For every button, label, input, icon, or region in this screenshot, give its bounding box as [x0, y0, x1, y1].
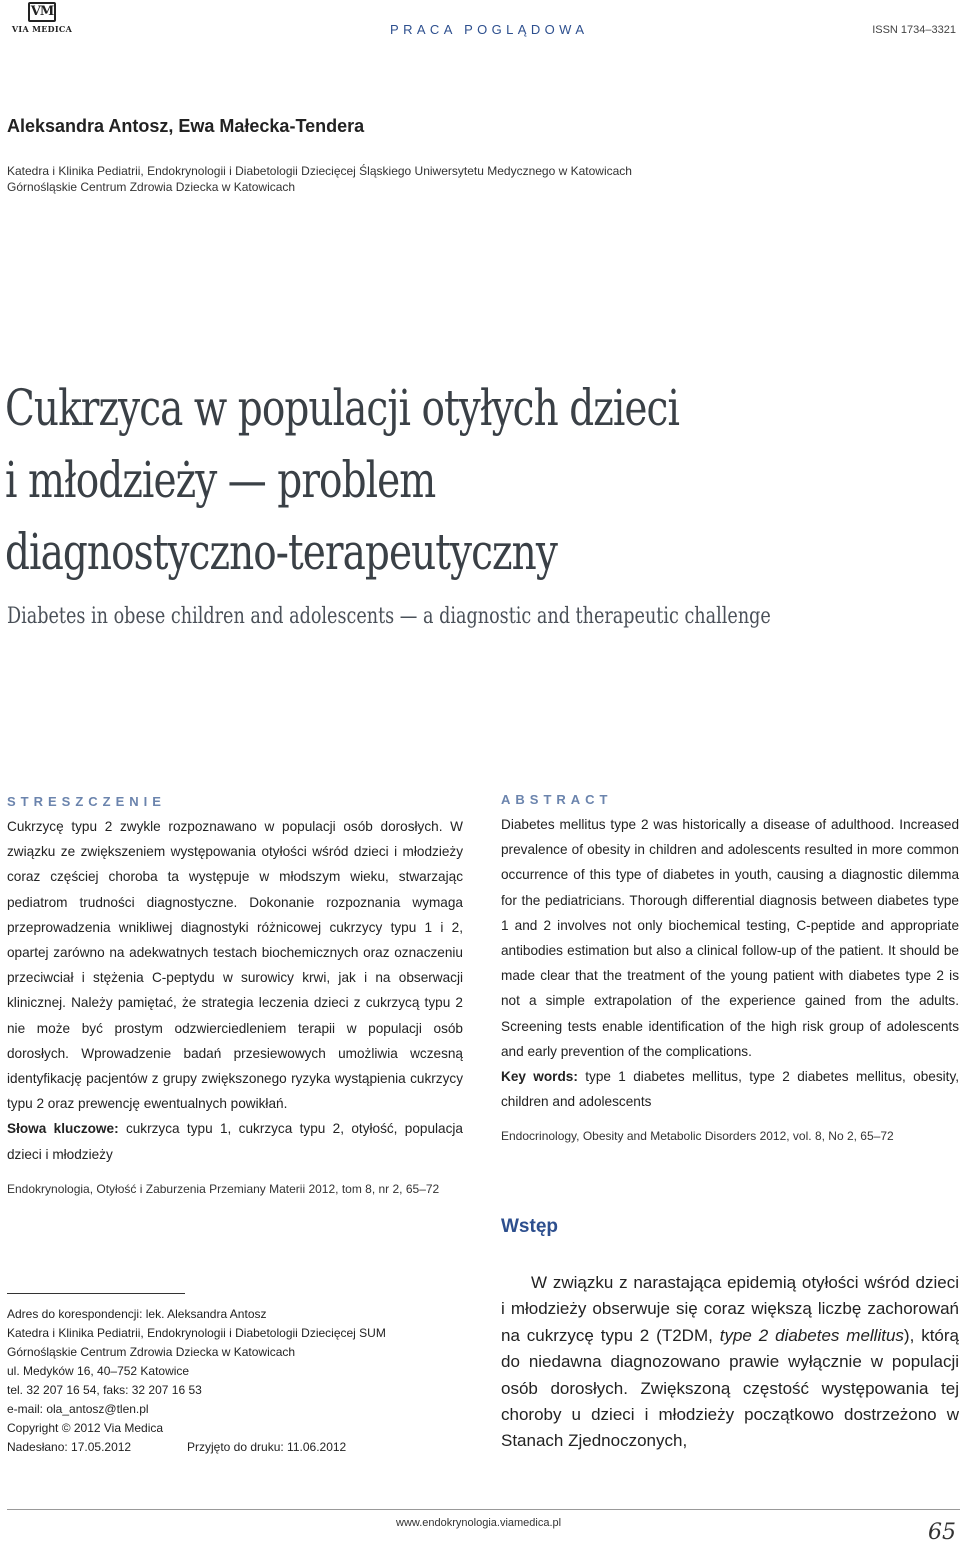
keywords-text: type 1 diabetes mellitus, type 2 diabetes mellitus, obesity, children and adolescents — [501, 1069, 960, 1110]
affiliation — [7, 163, 632, 195]
accepted-date: Przyjęto do druku: 11.06.2012 — [187, 1440, 347, 1454]
page-number: 65 — [928, 1520, 956, 1545]
intro-text-part: W związku z narastająca epidemią otyłości wśród dzieci i młodzieży obserwuje się coraz większą liczbę zachorowań na cukrzycę typu 2 (T2DM, — [501, 1273, 959, 1345]
issn: ISSN 1734–3321 — [872, 24, 956, 36]
streszczenie-heading: STRESZCZENIE — [7, 794, 166, 809]
streszczenie-column — [7, 790, 463, 1197]
streszczenie-body: Cukrzycę typu 2 zwykle rozpoznawano w populacji osób dorosłych. W związku ze zwiększeniem występowania otyłości wśród dzieci i młodzieży coraz częściej choroba ta występuje w młodszym wieku, stwarzając pediatrom trudności diagnostyczne. Dokonanie rozpoznania wymaga przeprowadzenia wnikliwej diagnostyki różnicowej cukrzycy typu 1 i 2, opartej zarówno na adekwatnych testach biochemicznych oraz oznaczeniu przeciwciał i stężenia C-peptydu w surowicy krwi, jak i na obserwacji klinicznej. Należy pamiętać, że strategia leczenia dzieci z cukrzycą typu 2 nie może być prostym odzwierciedleniem terapii w populacji osób dorosłych. Wprowadzenie badań przesiewowych umożliwia wczesną identyfikację pacjentów z grupy zwiększonego ryzyka wystąpienia cukrzycy typu 2 oraz prewencję ewentualnych powikłań. — [7, 819, 463, 1112]
correspondence-line: Górnośląskie Centrum Zdrowia Dziecka w Katowicach — [7, 1345, 296, 1359]
via-medica-logo-word: VIA MEDICA — [11, 24, 73, 34]
keywords-label: Key words: — [501, 1069, 578, 1085]
via-medica-logo-mark: VM — [28, 2, 56, 22]
footer-divider — [7, 1509, 960, 1510]
correspondence-line: Katedra i Klinika Pediatrii, Endokrynologii i Diabetologii Dziecięcej SUM — [7, 1326, 386, 1340]
streszczenie-keywords — [7, 1116, 463, 1166]
intro-heading: Wstęp — [501, 1216, 558, 1237]
abstract-body: Diabetes mellitus type 2 was historically a disease of adulthood. Increased prevalence of obesity in children and adolescents resulted in more common occurrence of this type of diabetes in youth, causing a diagnostic dilemma for the pediatricians. Thorough differential diagnosis between diabetes type 1 and 2 involves not only biochemical testing, C-peptide and appropriate antibodies estimation but also a clinical follow-up of the patient. It should be made clear that the treatment of the young patient with diabetes type 2 is not a simple extrapolation of the experience gained from the adults. Screening tests enable identification of the high risk group of adolescents and early prevention of the complications. — [501, 817, 959, 1059]
section-label: PRACA POGLĄDOWA — [390, 22, 589, 37]
abstract-citation: Endocrinology, Obesity and Metabolic Disorders 2012, vol. 8, No 2, 65–72 — [501, 1129, 894, 1144]
received-date: Nadesłano: 17.05.2012 — [7, 1440, 132, 1454]
abstract-heading: ABSTRACT — [501, 792, 613, 807]
correspondence-line: ul. Medyków 16, 40–752 Katowice — [7, 1364, 190, 1378]
article-subtitle: Diabetes in obese children and adolescents — a diagnostic and therapeutic challenge — [7, 604, 771, 629]
copyright: Copyright © 2012 Via Medica — [7, 1421, 164, 1435]
correspondence-email: e-mail: ola_antosz@tlen.pl — [7, 1402, 149, 1416]
correspondence-block — [7, 1305, 386, 1457]
title-line: Cukrzyca w populacji otyłych dzieci — [5, 379, 679, 437]
intro-text-part: ), którą do niedawna diagnozowano prawie wyłącznie w populacji osób dorosłych. Zwiększoną częstość występowania tej choroby u dzieci i młodzieży początkowo dostrzeżono w Stanach Zjednoczonych, — [501, 1325, 959, 1451]
dates-row — [7, 1438, 386, 1457]
via-medica-logo — [6, 2, 76, 36]
abstract-keywords — [501, 1064, 959, 1114]
title-line: diagnostyczno-terapeutyczny — [5, 523, 557, 581]
intro-text — [501, 1270, 959, 1455]
abstract-column — [501, 788, 959, 1144]
keywords-text: cukrzyca typu 1, cukrzyca typu 2, otyłość, populacja dzieci i młodzieży — [7, 1121, 463, 1162]
authors: Aleksandra Antosz, Ewa Małecka-Tendera — [7, 116, 365, 136]
streszczenie-citation: Endokrynologia, Otyłość i Zaburzenia Przemiany Materii 2012, tom 8, nr 2, 65–72 — [7, 1181, 440, 1196]
title-line: i młodzieży — problem — [5, 451, 436, 509]
intro-text-italic: type 2 diabetes mellitus — [719, 1325, 904, 1345]
affiliation-line: Katedra i Klinika Pediatrii, Endokrynologii i Diabetologii Dziecięcej Śląskiego Uniwersytetu Medycznego w Katowicach — [7, 164, 632, 178]
keywords-label: Słowa kluczowe: — [7, 1121, 119, 1137]
article-title — [5, 372, 941, 588]
affiliation-line: Górnośląskie Centrum Zdrowia Dziecka w Katowicach — [7, 180, 296, 194]
footer-url: www.endokrynologia.viamedica.pl — [396, 1517, 562, 1529]
correspondence-line: Adres do korespondencji: lek. Aleksandra Antosz — [7, 1307, 267, 1321]
intro-paragraph — [501, 1270, 959, 1455]
footnote-divider — [7, 1293, 185, 1294]
correspondence-line: tel. 32 207 16 54, faks: 32 207 16 53 — [7, 1383, 202, 1397]
